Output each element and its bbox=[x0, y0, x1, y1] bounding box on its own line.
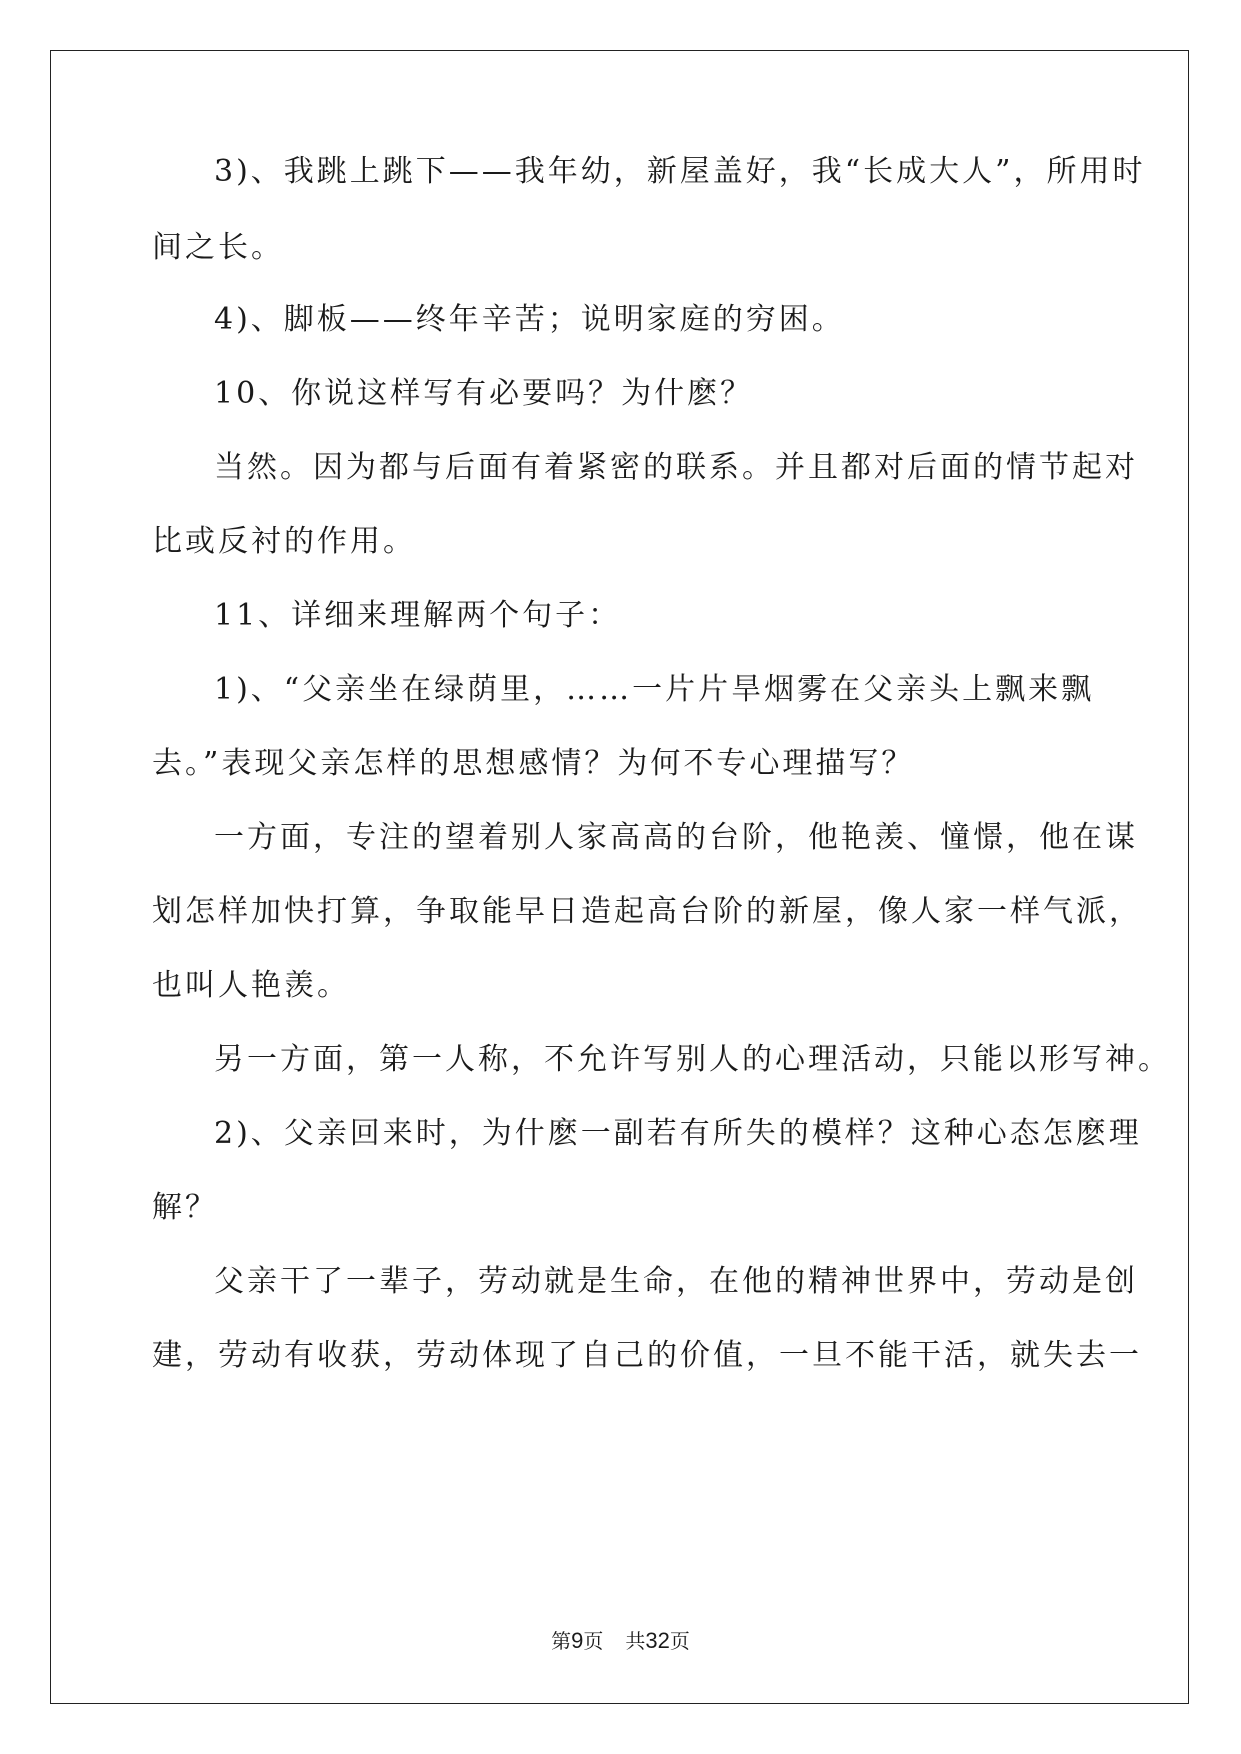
footer-page-prefix: 第 bbox=[551, 1629, 572, 1653]
footer-total-pages: 32 bbox=[645, 1628, 670, 1653]
paragraph-line: 另一方面，第一人称，不允许写别人的心理活动，只能以形写神。 bbox=[214, 1042, 1171, 1077]
footer-total-prefix: 共 bbox=[625, 1629, 646, 1653]
footer-page-suffix: 页 bbox=[583, 1629, 604, 1653]
footer-page-number: 9 bbox=[571, 1628, 584, 1653]
paragraph-line: 去。”表现父亲怎样的思想感情？为何不专心理描写？ bbox=[152, 746, 915, 781]
paragraph-line: 解？ bbox=[152, 1190, 218, 1225]
paragraph-line: 1)、“父亲坐在绿荫里，……一片片旱烟雾在父亲头上飘来飘 bbox=[214, 672, 1095, 707]
page-border bbox=[50, 50, 1189, 1704]
paragraph-line: 间之长。 bbox=[152, 230, 284, 265]
paragraph-line: 父亲干了一辈子，劳动就是生命，在他的精神世界中，劳动是创 bbox=[214, 1264, 1138, 1299]
paragraph-line: 划怎样加快打算，争取能早日造起高台阶的新屋，像人家一样气派， bbox=[152, 894, 1142, 929]
paragraph-line: 10、你说这样写有必要吗？为什麽？ bbox=[214, 376, 754, 411]
paragraph-line: 当然。因为都与后面有着紧密的联系。并且都对后面的情节起对 bbox=[214, 450, 1138, 485]
paragraph-line: 4)、脚板——终年辛苦；说明家庭的穷困。 bbox=[214, 302, 845, 337]
paragraph-line: 比或反衬的作用。 bbox=[152, 524, 416, 559]
paragraph-line: 3)、我跳上跳下——我年幼，新屋盖好，我“长成大人”，所用时 bbox=[214, 154, 1146, 189]
paragraph-line: 11、详细来理解两个句子： bbox=[214, 598, 622, 633]
paragraph-line: 2)、父亲回来时，为什麽一副若有所失的模样？这种心态怎麽理 bbox=[214, 1116, 1142, 1151]
page-footer bbox=[0, 1628, 1241, 1654]
paragraph-line: 也叫人艳羡。 bbox=[152, 968, 350, 1003]
paragraph-line: 一方面，专注的望着别人家高高的台阶，他艳羡、憧憬，他在谋 bbox=[214, 820, 1138, 855]
paragraph-line: 建，劳动有收获，劳动体现了自己的价值，一旦不能干活，就失去一 bbox=[152, 1338, 1142, 1373]
footer-total-suffix: 页 bbox=[669, 1629, 690, 1653]
